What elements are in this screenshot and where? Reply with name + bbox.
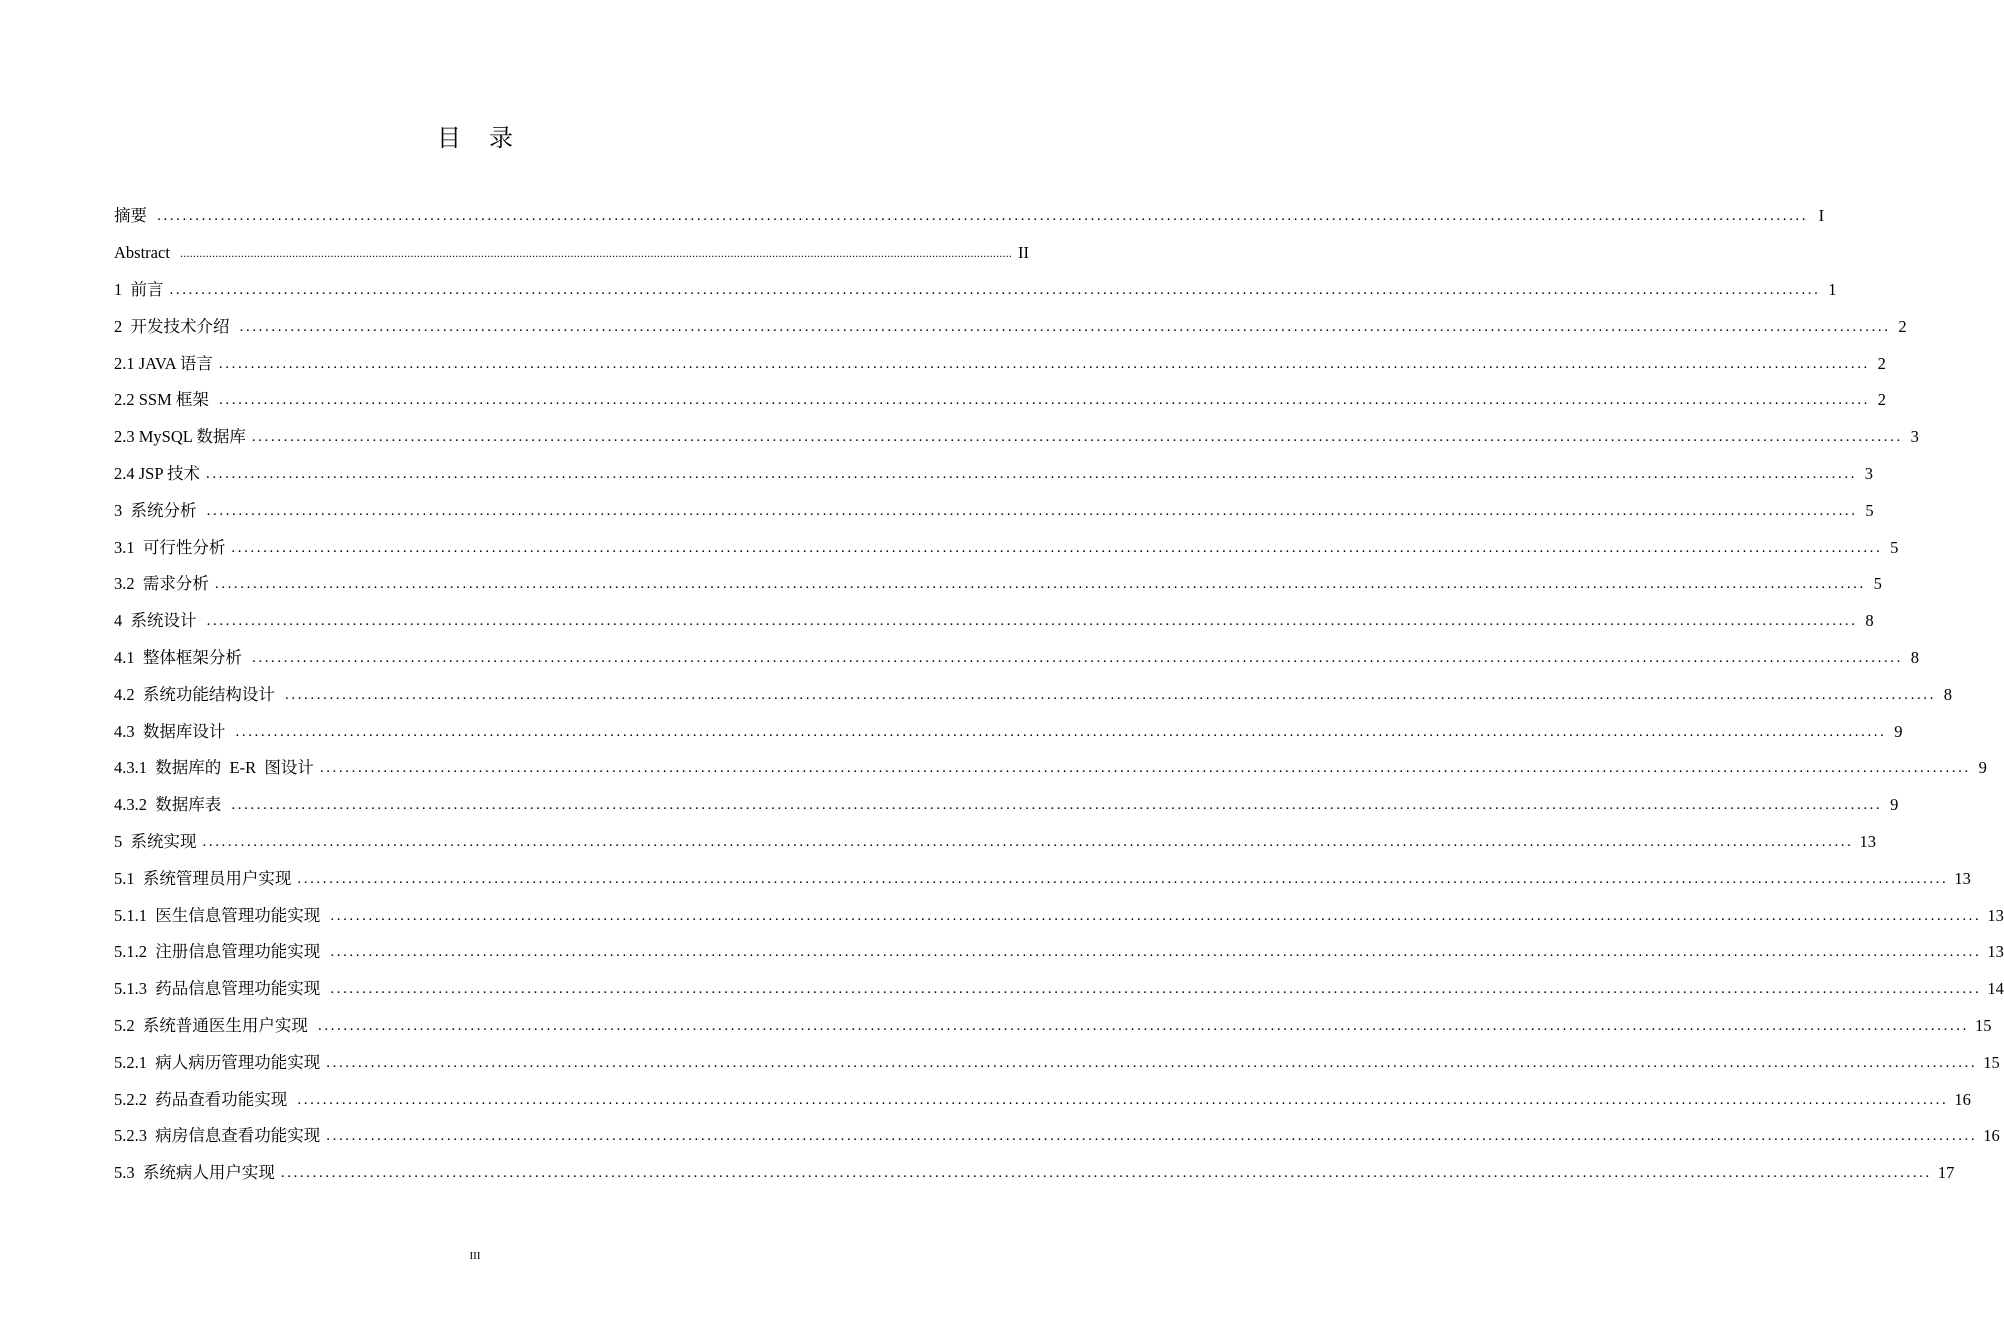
toc-dot-leader: .................................................................................................................................................................................................................................................................... <box>206 502 1858 519</box>
toc-dot-leader: .................................................................................................................................................................................................................................................................... <box>297 870 1949 887</box>
toc-entry-page-number: 3 <box>1910 427 1919 447</box>
toc-entry-label: 5.1.3 药品信息管理功能实现 <box>114 979 325 999</box>
toc-entry-label: 2.4 JSP 技术 <box>114 463 201 483</box>
toc-entry-page-number: 5 <box>1865 500 1874 520</box>
toc-entry-label: 5.2.1 病人病历管理功能实现 <box>114 1052 321 1072</box>
toc-entry[interactable] <box>114 934 2004 971</box>
toc-entry[interactable] <box>114 897 2004 934</box>
toc-dot-leader: .................................................................................................................................................................................................................................................................... <box>326 1128 1978 1145</box>
toc-entry[interactable] <box>114 345 1886 382</box>
toc-dot-leader: .................................................................................................................................................................................................................................................................... <box>326 1054 1978 1071</box>
toc-entry[interactable] <box>114 860 1971 897</box>
toc-entry-label: 5.2.2 药品查看功能实现 <box>114 1089 292 1109</box>
toc-entry-page-number: 5 <box>1873 574 1882 594</box>
toc-dot-leader: .................................................................................................................................................................................................................................................................... <box>169 281 1821 298</box>
toc-entry-page-number: 9 <box>1894 721 1903 741</box>
toc-entry-page-number: 13 <box>1987 905 2004 925</box>
toc-entry[interactable] <box>114 308 1907 345</box>
toc-dot-leader: .................................................................................................................................................................................................................................................................... <box>251 429 1903 446</box>
toc-dot-leader: .................................................................................................................................................................................................................................................................... <box>285 686 1936 703</box>
toc-entry-label: 4.1 整体框架分析 <box>114 647 246 667</box>
toc-entry[interactable] <box>114 456 1874 493</box>
toc-entry-label: 3 系统分析 <box>114 500 201 520</box>
toc-entry-label: 2.2 SSM 框架 <box>114 390 214 410</box>
toc-dot-leader: .................................................................................................................................................................................................................................................................... <box>239 318 1891 335</box>
toc-entry-label: 1 前言 <box>114 279 164 299</box>
toc-entry-label: 5.2 系统普通医生用户实现 <box>114 1015 312 1035</box>
toc-entry[interactable] <box>114 1118 2000 1155</box>
toc-entry-page-number: 1 <box>1828 279 1837 299</box>
toc-entry-label: 3.1 可行性分析 <box>114 537 226 557</box>
toc-entry-label: 4.3.1 数据库的 E-R 图设计 <box>114 758 314 778</box>
toc-entry-page-number: 9 <box>1890 795 1899 815</box>
toc-entry[interactable] <box>114 750 1987 787</box>
toc-dot-leader: .................................................................................................................................................................................................................................................................... <box>180 246 1013 261</box>
toc-entry-label: Abstract <box>114 243 175 263</box>
toc-dot-leader: .................................................................................................................................................................................................................................................................... <box>206 465 1858 482</box>
toc-entry-label: 5.2.3 病房信息查看功能实现 <box>114 1126 321 1146</box>
toc-dot-leader: .................................................................................................................................................................................................................................................................... <box>330 907 1982 924</box>
toc-entry-page-number: 15 <box>1983 1052 2000 1072</box>
toc-entry-label: 2.1 JAVA 语言 <box>114 353 213 373</box>
toc-entry[interactable] <box>114 1081 1971 1118</box>
toc-entry-label: 4.3.2 数据库表 <box>114 795 226 815</box>
toc-entry[interactable] <box>114 1155 1955 1192</box>
toc-entry[interactable] <box>114 713 1903 750</box>
toc-entry-page-number: 5 <box>1890 537 1899 557</box>
toc-entry[interactable] <box>114 824 1876 861</box>
toc-entry[interactable] <box>114 382 1887 419</box>
toc-entry-page-number: 2 <box>1877 390 1887 410</box>
toc-entry[interactable] <box>114 529 1899 566</box>
toc-dot-leader: .................................................................................................................................................................................................................................................................... <box>231 539 1883 556</box>
toc-dot-leader: .................................................................................................................................................................................................................................................................... <box>202 833 1854 850</box>
toc-entry-label: 5.1.2 注册信息管理功能实现 <box>114 942 325 962</box>
toc-dot-leader: .................................................................................................................................................................................................................................................................... <box>330 944 1982 961</box>
toc-dot-leader: .................................................................................................................................................................................................................................................................... <box>318 1017 1969 1034</box>
page-title <box>0 120 950 156</box>
toc-entry-label: 摘要 <box>114 206 152 226</box>
toc-entry-label: 5.1.1 医生信息管理功能实现 <box>114 905 325 925</box>
toc-entry-page-number: 16 <box>1954 1089 1971 1109</box>
toc-dot-leader: .................................................................................................................................................................................................................................................................... <box>231 797 1883 814</box>
toc-entry-label: 5.1 系统管理员用户实现 <box>114 868 292 888</box>
toc-dot-leader: .................................................................................................................................................................................................................................................................... <box>280 1165 1932 1182</box>
toc-entry-page-number: 8 <box>1910 647 1919 667</box>
toc-entry[interactable] <box>114 787 1899 824</box>
toc-dot-leader: .................................................................................................................................................................................................................................................................... <box>218 355 1870 372</box>
toc-entry-page-number: 16 <box>1983 1126 2000 1146</box>
toc-entry-page-number: 9 <box>1978 758 1987 778</box>
toc-entry-label: 5 系统实现 <box>114 831 197 851</box>
toc-entry-label: 4.2 系统功能结构设计 <box>114 684 279 704</box>
toc-entry-page-number: 15 <box>1975 1015 1992 1035</box>
toc-entry-page-number: 13 <box>1954 868 1971 888</box>
toc-entry-page-number: 14 <box>1987 979 2004 999</box>
toc-entry[interactable] <box>114 198 1825 235</box>
toc-dot-leader: .................................................................................................................................................................................................................................................................... <box>330 981 1982 998</box>
toc-entry[interactable] <box>114 676 1952 713</box>
toc-entry[interactable] <box>114 1008 1992 1045</box>
toc-entry-page-number: 3 <box>1864 463 1874 483</box>
toc-entry[interactable] <box>114 603 1874 640</box>
toc-entry-page-number: II <box>1018 243 1030 263</box>
toc-entry-page-number: 17 <box>1937 1163 1955 1183</box>
toc-dot-leader: .................................................................................................................................................................................................................................................................... <box>219 392 1871 409</box>
toc-entry-label: 2 开发技术介绍 <box>114 316 234 336</box>
toc-entry-page-number: 2 <box>1877 353 1886 373</box>
table-of-contents <box>114 198 2004 1192</box>
toc-entry-page-number: 13 <box>1859 831 1876 851</box>
toc-dot-leader: .................................................................................................................................................................................................................................................................... <box>157 208 1809 225</box>
toc-entry[interactable] <box>114 640 1919 677</box>
toc-dot-leader: .................................................................................................................................................................................................................................................................... <box>297 1091 1949 1108</box>
toc-entry-label: 3.2 需求分析 <box>114 574 209 594</box>
toc-entry-label: 2.3 MySQL 数据库 <box>114 427 246 447</box>
toc-entry-page-number: 8 <box>1943 684 1952 704</box>
toc-entry-label: 4.3 数据库设计 <box>114 721 230 741</box>
toc-entry[interactable] <box>114 1044 2000 1081</box>
toc-dot-leader: .................................................................................................................................................................................................................................................................... <box>214 576 1866 593</box>
toc-entry[interactable] <box>114 492 1874 529</box>
toc-entry-page-number: 13 <box>1987 942 2004 962</box>
toc-entry[interactable] <box>114 235 1030 272</box>
page-number-footer: III <box>469 1250 481 1262</box>
title-char-2: 录 <box>489 124 513 152</box>
toc-entry-page-number: I <box>1818 206 1825 226</box>
toc-entry-label: 5.3 系统病人用户实现 <box>114 1163 275 1183</box>
toc-entry-page-number: 8 <box>1865 611 1874 631</box>
toc-entry-label: 4 系统设计 <box>114 611 201 631</box>
toc-dot-leader: .................................................................................................................................................................................................................................................................... <box>252 649 1903 666</box>
toc-entry[interactable] <box>114 272 1837 309</box>
toc-entry[interactable] <box>114 971 2004 1008</box>
toc-entry-page-number: 2 <box>1898 316 1907 336</box>
toc-dot-leader: .................................................................................................................................................................................................................................................................... <box>206 613 1858 630</box>
title-char-1: 目 <box>437 124 461 152</box>
toc-dot-leader: .................................................................................................................................................................................................................................................................... <box>235 723 1887 740</box>
toc-entry[interactable] <box>114 566 1882 603</box>
toc-dot-leader: .................................................................................................................................................................................................................................................................... <box>319 760 1971 777</box>
toc-entry[interactable] <box>114 419 1919 456</box>
